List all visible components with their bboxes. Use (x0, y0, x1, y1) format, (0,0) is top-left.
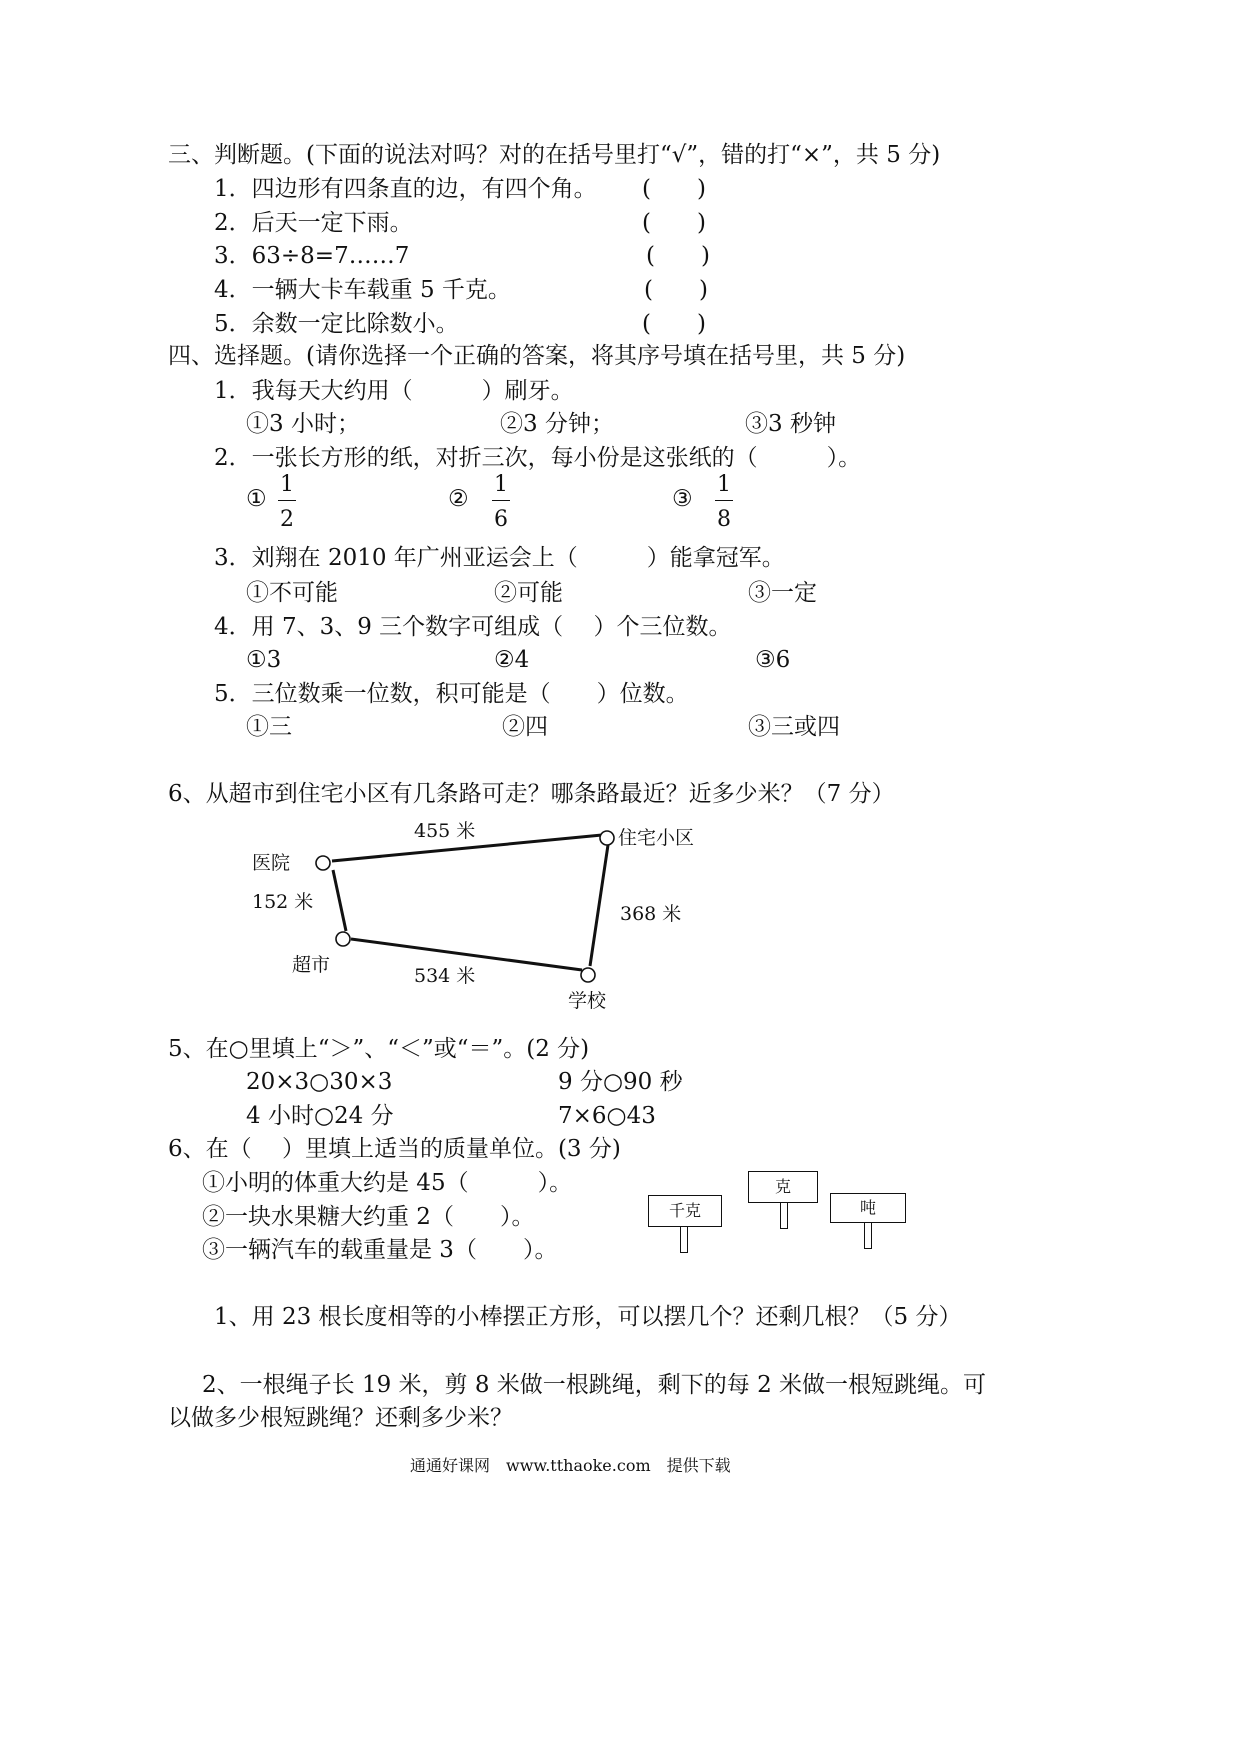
school-label: 学校 (568, 990, 607, 1012)
sign-post (864, 1220, 872, 1249)
hospital-label: 医院 (252, 852, 291, 874)
sign-gram: 克 (748, 1171, 818, 1203)
answer-paren-5[interactable]: ( ) (642, 311, 706, 337)
mass-units-item-3[interactable]: ③一辆汽车的载重量是 3（ ）。 (202, 1237, 558, 1263)
choice-q3: 3．刘翔在 2010 年广州亚运会上（ ）能拿冠军。 (214, 545, 785, 571)
choice-q2: 2．一张长方形的纸，对折三次，每小份是这张纸的（ ）。 (214, 445, 862, 471)
distance-368-label: 368 米 (620, 903, 682, 925)
fraction-numerator: 1 (494, 472, 508, 497)
choice-q1: 1．我每天大约用（ ）刷牙。 (214, 378, 574, 404)
compare-item-4[interactable]: 7×6○43 (558, 1103, 656, 1129)
word-problem-1: 1、用 23 根长度相等的小棒摆正方形，可以摆几个？还剩几根？（5 分） (214, 1304, 962, 1330)
answer-paren-1[interactable]: ( ) (642, 176, 706, 202)
choice-q3-option-3[interactable]: ③一定 (748, 580, 817, 606)
fraction-denominator: 2 (280, 507, 294, 532)
choice-q1-option-2[interactable]: ②3 分钟； (500, 411, 614, 437)
choice-q2-option-1-mark[interactable]: ① (246, 486, 267, 512)
sign-post (780, 1200, 788, 1229)
distance-152-label: 152 米 (252, 891, 314, 913)
compare-item-1[interactable]: 20×3○30×3 (246, 1069, 393, 1095)
choice-q1-option-1[interactable]: ①3 小时； (246, 411, 360, 437)
section3-heading: 三、判断题。(下面的说法对吗？对的在括号里打“√”，错的打“×”，共 5 分) (168, 142, 941, 168)
choice-q1-option-3[interactable]: ③3 秒钟 (745, 411, 836, 437)
supermarket-label: 超市 (292, 954, 331, 976)
road-hospital-supermarket (333, 870, 346, 931)
word-problem-2-line-2: 以做多少根短跳绳？还剩多少米？ (168, 1405, 513, 1431)
sign-post (680, 1224, 688, 1253)
choice-q2-option-2-mark[interactable]: ② (448, 486, 469, 512)
choice-q4: 4．用 7、3、9 三个数字可组成（ ）个三位数。 (214, 614, 732, 640)
fraction-denominator: 8 (717, 507, 731, 532)
choice-q5-option-1[interactable]: ①三 (246, 714, 292, 740)
fraction-denominator: 6 (494, 507, 508, 532)
residential-label: 住宅小区 (618, 827, 695, 849)
hospital-node-icon (316, 856, 330, 870)
choice-q5-option-3[interactable]: ③三或四 (748, 714, 840, 740)
compare-item-2[interactable]: 9 分○90 秒 (558, 1069, 683, 1095)
route-problem-heading: 6、从超市到住宅小区有几条路可走？哪条路最近？近多少米？（7 分） (168, 781, 895, 807)
fraction-numerator: 1 (280, 472, 294, 497)
choice-q4-option-1[interactable]: ①3 (246, 647, 282, 673)
choice-q3-option-1[interactable]: ①不可能 (246, 580, 338, 606)
judgement-item-2: 2．后天一定下雨。 (214, 210, 413, 236)
judgement-item-3: 3．63÷8=7……7 (214, 243, 410, 269)
choice-q5-option-2[interactable]: ②四 (502, 714, 548, 740)
choice-q4-option-3[interactable]: ③6 (755, 647, 791, 673)
answer-paren-4[interactable]: ( ) (644, 277, 708, 303)
judgement-item-5: 5．余数一定比除数小。 (214, 311, 459, 337)
judgement-item-1: 1．四边形有四条直的边，有四个角。 (214, 176, 597, 202)
choice-q4-option-2[interactable]: ②4 (494, 647, 530, 673)
word-problem-2-line-1: 2、一根绳子长 19 米，剪 8 米做一根跳绳，剩下的每 2 米做一根短跳绳。可 (202, 1372, 987, 1398)
distance-455-label: 455 米 (414, 820, 476, 842)
mass-units-heading: 6、在（ ）里填上适当的质量单位。(3 分) (168, 1136, 621, 1162)
choice-q5: 5．三位数乘一位数，积可能是（ ）位数。 (214, 681, 689, 707)
choice-q3-option-2[interactable]: ②可能 (494, 580, 563, 606)
answer-paren-3[interactable]: ( ) (646, 243, 710, 269)
mass-units-item-1[interactable]: ①小明的体重大约是 45（ ）。 (202, 1170, 573, 1196)
mass-units-item-2[interactable]: ②一块水果糖大约重 2（ ）。 (202, 1204, 535, 1230)
sign-ton: 吨 (830, 1193, 906, 1223)
judgement-item-4: 4．一辆大卡车载重 5 千克。 (214, 277, 511, 303)
residential-node-icon (600, 831, 614, 845)
supermarket-node-icon (336, 932, 350, 946)
compare-item-3[interactable]: 4 小时○24 分 (246, 1103, 394, 1129)
fraction-numerator: 1 (717, 472, 731, 497)
choice-q2-option-3-mark[interactable]: ③ (672, 486, 693, 512)
road-residential-school (590, 845, 608, 966)
compare-heading: 5、在○里填上“＞”、“＜”或“＝”。(2 分) (168, 1036, 590, 1062)
sign-kilogram: 千克 (648, 1195, 722, 1227)
section4-heading: 四、选择题。(请你选择一个正确的答案，将其序号填在括号里，共 5 分) (168, 343, 906, 369)
footer-credit: 通通好课网 www.tthaoke.com 提供下载 (410, 1456, 731, 1475)
distance-534-label: 534 米 (414, 965, 476, 987)
answer-paren-2[interactable]: ( ) (642, 210, 706, 236)
school-node-icon (581, 968, 595, 982)
